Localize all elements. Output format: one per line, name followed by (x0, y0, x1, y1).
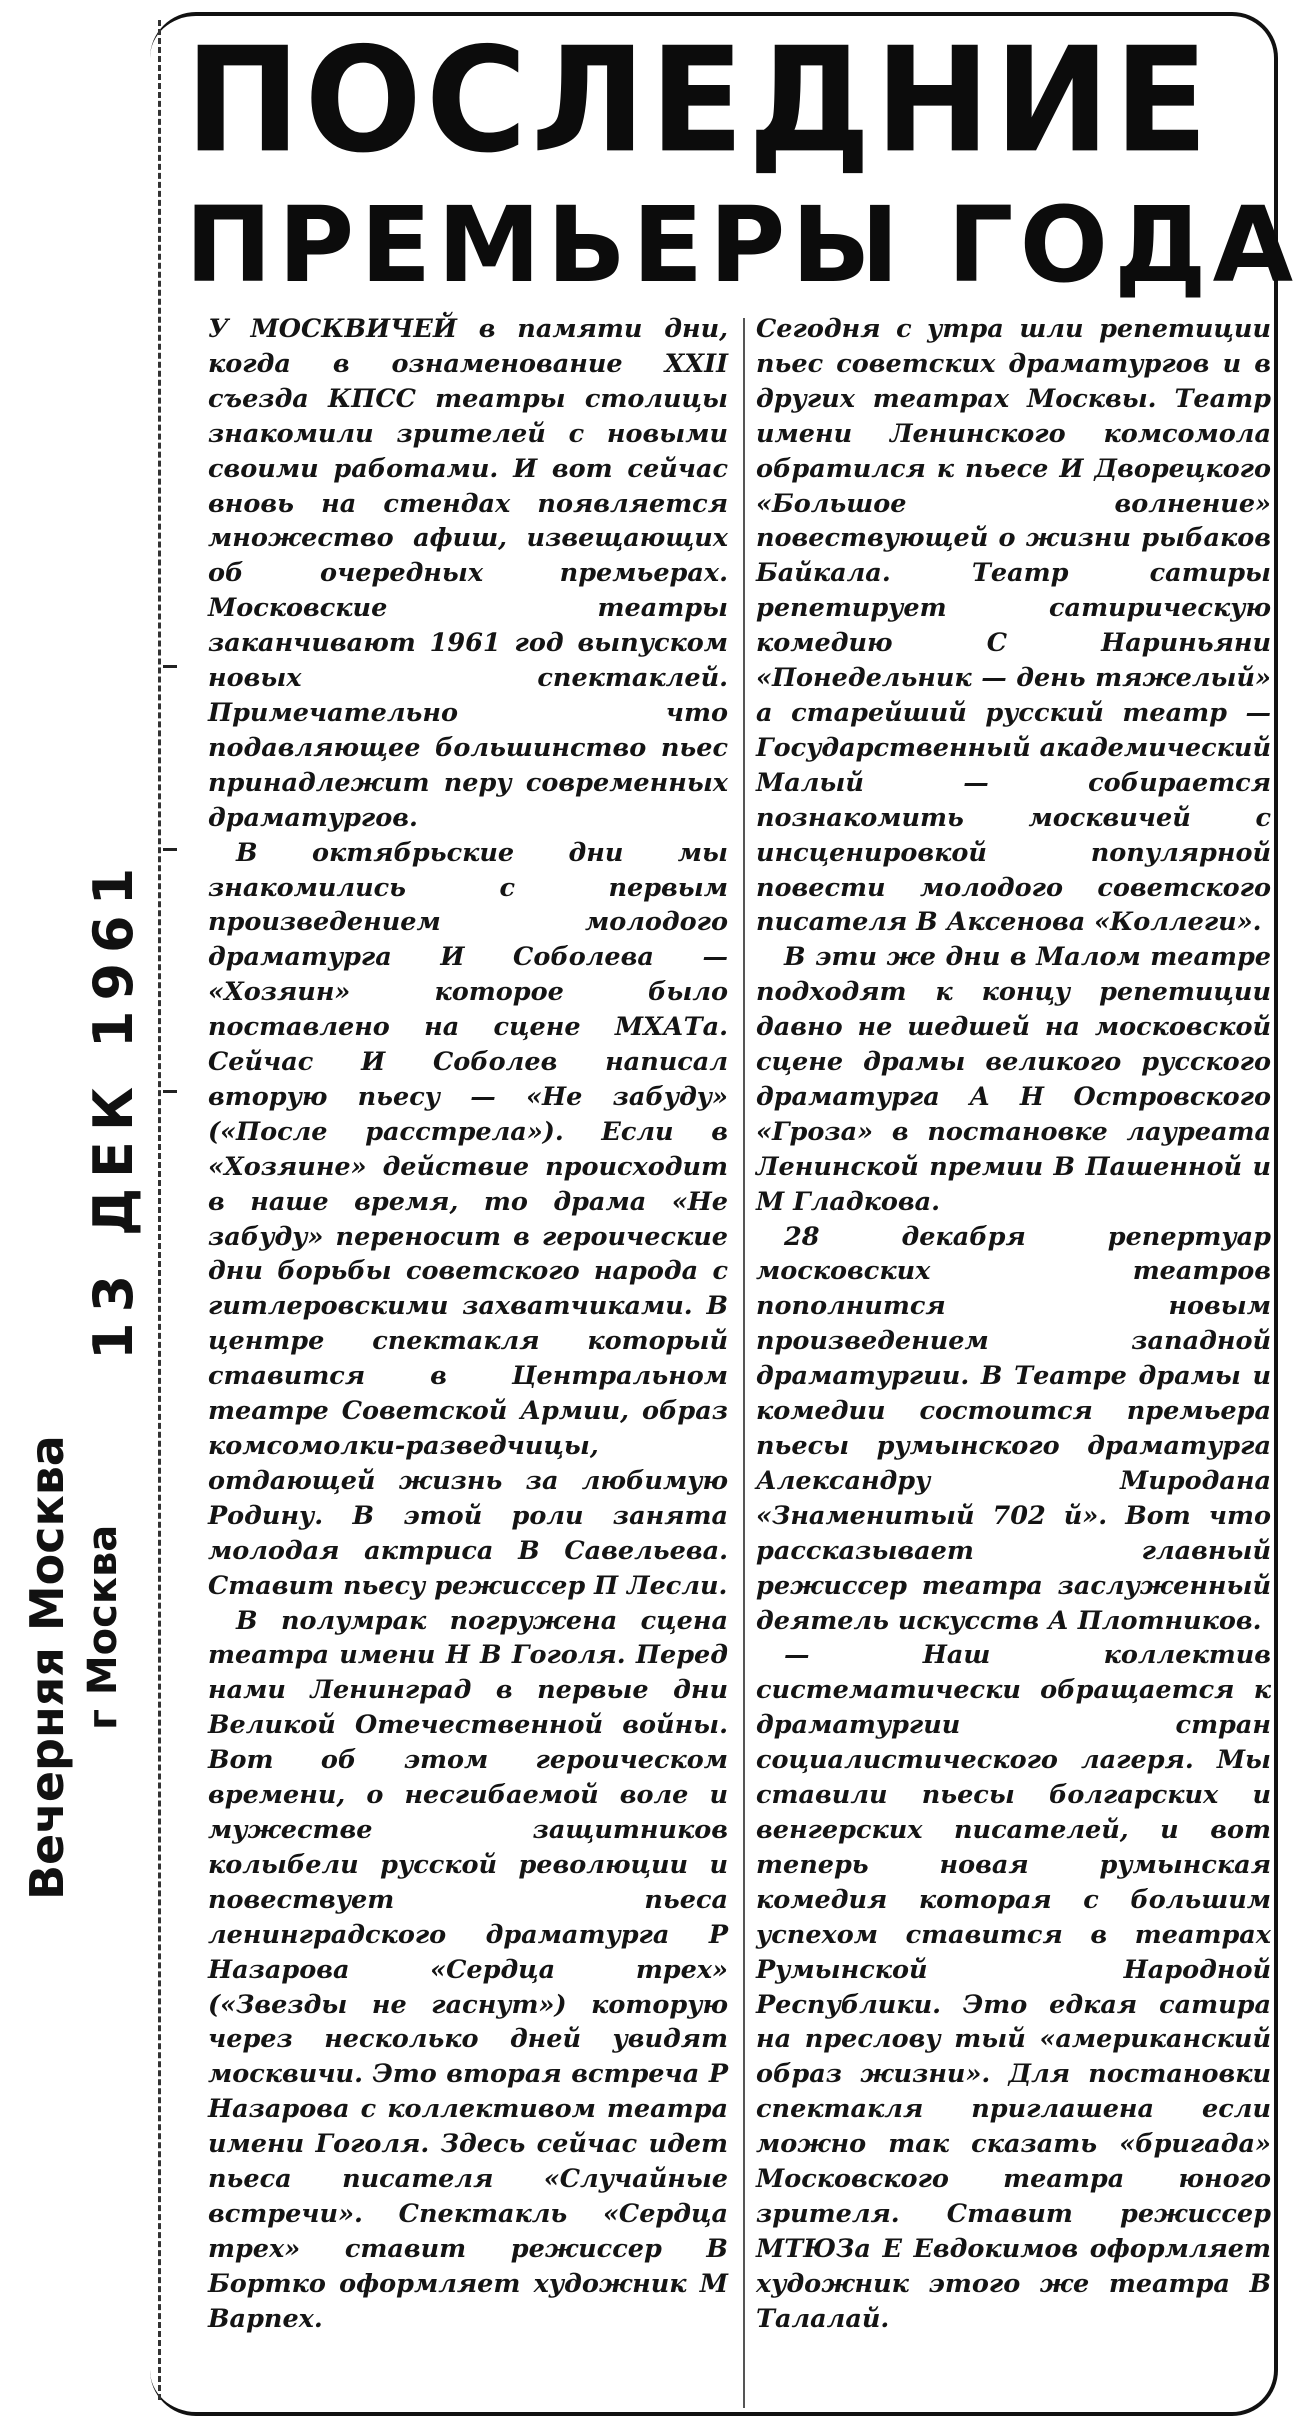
article-paragraph: В полумрак погружена сцена театра имени Н В Гоголя. Перед нами Ленинград в первые дни Великой Отечественной войны. Вот об этом героическом времени, о несгибаемой воле и мужестве защитников колыбели русской революции и повествует пьеса ленинградского драматурга Р Назарова «Сердца трех» («Звезды не гаснут») которую через несколько дней увидят москвичи. Это вторая встреча Р Назарова с коллективом театра имени Гоголя. Здесь сейчас идет пьеса писателя «Случайные встречи». Спектакль «Сердца трех» ставит режиссер В Бортко оформляет художник М Варпех. (208, 1605, 728, 2334)
margin-mark (163, 1090, 177, 1093)
article-paragraph: В октябрьские дни мы знакомились с первым произведением молодого драматурга И Соболева — «Хозяин» которое было поставлено на сцене МХАТа. Сейчас И Соболев написал вторую пьесу — «Не забуду» («После расстрела»). Если в «Хозяине» действие происходит в наше время, то драма «Не забуду» переносит в героические дни борьбы советского народа с гитлеровскими захватчиками. В центре спектакля который ставится в Центральном театре Советской Армии, образ комсомолки-разведчицы, отдающей жизнь за любимую Родину. В этой роли занята молодая актриса В Савельева. Ставит пьесу режиссер П Лесли. (208, 837, 728, 1601)
stamp-city: г Москва (80, 1524, 126, 1730)
article-paragraph: 28 декабря репертуар московских театров пополнится новым произведением западной драматургии. В Театре драмы и комедии состоится премьера пьесы румынского драматурга Александру Миродана «Знаменитый 702 й». Вот что рассказывает главный режиссер театра заслуженный деятель искусств А Плотников. (756, 1221, 1271, 1636)
column-divider (743, 318, 745, 2408)
stamp-date: 13 ДЕК 1961 (82, 857, 145, 1360)
article-paragraph: — Наш коллектив систематически обращается к драматургии стран социалистического лагеря. Мы ставили пьесы болгарских и венгерских писателей, и вот теперь новая румынская комедия которая с большим успехом ставится в театрах Румынской Народной Республики. Это едкая сатира на преслову тый «американский образ жизни». Для постановки спектакля приглашена если можно так сказать «бригада» Московского театра юного зрителя. Ставит режиссер МТЮЗа Е Евдокимов оформляет художник этого же театра В Талалай. (756, 1640, 1271, 2334)
headline-line-2: ПРЕМЬЕРЫ ГОДА (185, 184, 1300, 306)
margin-mark (163, 848, 177, 851)
article-paragraph: У МОСКВИЧЕЙ в памяти дни, когда в ознаменование XXII съезда КПСС театры столицы знакомили зрителей с новыми своими работами. И вот сейчас вновь на стендах появляется множество афиш, извещающих об очередных премьерах. Московские театры заканчивают 1961 год выпуском новых спектаклей. Примечательно что подавляющее большинство пьес принадлежит перу современных драматургов. (208, 314, 728, 833)
article-paragraph: Сегодня с утра шли репетиции пьес советских драматургов и в других театрах Москвы. Театр имени Ленинского комсомола обратился к пьесе И Дворецкого «Большое волнение» повествующей о жизни рыбаков Байкала. Театр сатиры репетирует сатирическую комедию С Нариньяни «Понедельник — день тяжелый» а старейший русский театр — Государственный академический Малый — собирается познакомить москвичей с инсценировкой популярной повести молодого советского писателя В Аксенова «Коллеги». (756, 314, 1271, 938)
article-column-right (756, 312, 1271, 2337)
archive-stamp (0, 0, 180, 2426)
stamp-newspaper-name: Вечерняя Москва (20, 1435, 74, 1900)
article-paragraph: В эти же дни в Малом театре подходят к концу репетиции давно не шедшей на московской сцене драмы великого русского драматурга А Н Островского «Гроза» в постановке лауреата Ленинской премии В Пашенной и М Гладкова. (756, 942, 1271, 1217)
margin-mark (163, 665, 177, 668)
headline-line-1: ПОСЛЕДНИЕ (185, 15, 1213, 186)
article-column-left (208, 312, 728, 2337)
